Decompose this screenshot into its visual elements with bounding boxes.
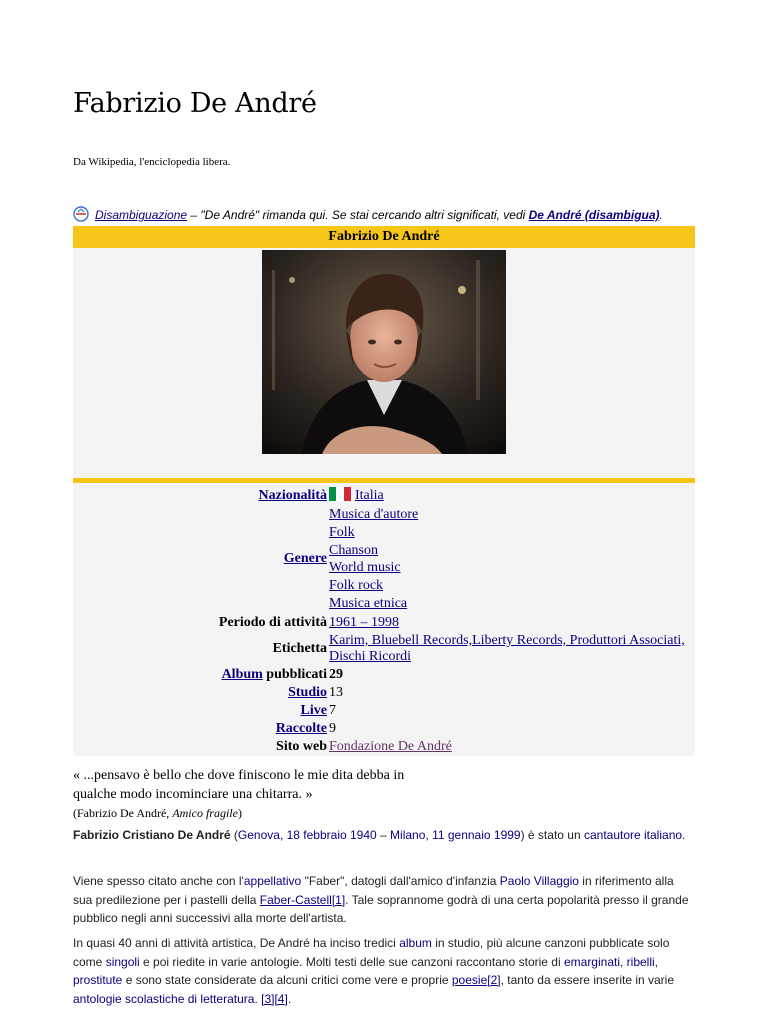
label-nazionalita[interactable]: Nazionalità (258, 487, 327, 503)
full-name: Fabrizio Cristiano De André (73, 828, 231, 842)
p1-text-3: ) è stato un (520, 828, 584, 842)
nickname-paragraph (73, 872, 695, 928)
label-sito: Sito web (276, 738, 327, 754)
value-raccolte: 9 (329, 720, 336, 736)
quote-close: » (301, 787, 313, 802)
infobox-title: Fabrizio De André (73, 226, 695, 248)
row-genere (73, 505, 695, 614)
value-sito-link[interactable]: Fondazione De André (329, 738, 452, 754)
quote (73, 766, 413, 804)
p3-text-6: . (254, 991, 262, 1006)
p3-text-7: . (287, 991, 292, 1006)
p2-text-1: Viene spesso citato anche con l' (73, 874, 244, 888)
genre-link[interactable]: Chanson (329, 542, 378, 558)
p1-text-4: . (682, 828, 686, 842)
label-periodo: Periodo di attività (218, 614, 327, 630)
p2-text-2: "Faber", datogli dall'amico d'infanzia (301, 874, 500, 888)
emarginati-link[interactable]: emarginati (563, 954, 620, 969)
p3-text-4: e sono state considerate da alcuni critici come vere e proprie (122, 973, 452, 987)
genre-link[interactable]: Musica d'autore (329, 507, 419, 522)
infobox (73, 226, 695, 756)
poesie-link[interactable]: poesie (451, 973, 488, 987)
quote-source-work: Amico fragile (172, 806, 238, 820)
row-sito (73, 738, 695, 756)
villaggio-link[interactable]: Paolo Villaggio (499, 874, 579, 888)
value-album: 29 (329, 666, 343, 682)
quote-source (73, 806, 242, 821)
disambiguation-link[interactable]: Disambiguazione (95, 208, 188, 222)
antologie-link[interactable]: antologie scolastiche di letteratura (73, 991, 255, 1006)
genre-link[interactable]: Folk rock (329, 578, 384, 594)
value-studio: 13 (329, 684, 343, 700)
genre-list (329, 506, 695, 613)
quote-source-close: ) (237, 806, 242, 820)
role-link[interactable]: cantautore italiano (583, 828, 683, 842)
row-studio (73, 684, 695, 702)
ref-2-link[interactable]: [2] (487, 973, 501, 987)
p1-text-2: – (376, 828, 391, 842)
label-album-rest: pubblicati (262, 666, 327, 682)
quote-source-author: Fabrizio De André, (77, 806, 173, 820)
p3-text-3: e poi riedite in varie antologie. Molti testi delle sue canzoni raccontano storie di (139, 954, 564, 969)
birth-link[interactable]: Genova, 18 febbraio 1940 (237, 828, 377, 842)
value-nazionalita[interactable]: Italia (355, 488, 384, 503)
album-link[interactable]: album (399, 936, 432, 950)
genre-link[interactable]: Musica etnica (329, 595, 408, 611)
label-etichetta: Etichetta (272, 640, 327, 656)
label-live[interactable]: Live (300, 702, 327, 718)
genre-link[interactable]: World music (329, 560, 401, 576)
quote-source-open: ( (73, 806, 77, 820)
disambiguation-note (73, 206, 663, 222)
faber-castell-link[interactable]: Faber-Castell (259, 892, 332, 907)
ref-1-link[interactable]: [1] (331, 892, 346, 907)
label-raccolte[interactable]: Raccolte (275, 720, 327, 736)
disambiguation-icon (73, 206, 89, 222)
p3-text-1: In quasi 40 anni di attività artistica, De André ha inciso tredici (73, 936, 400, 950)
appellativo-link[interactable]: appellativo (243, 874, 302, 888)
row-periodo (73, 614, 695, 632)
infobox-separator (73, 478, 695, 483)
row-raccolte (73, 720, 695, 738)
page-tagline: Da Wikipedia, l'enciclopedia libera. (73, 156, 231, 168)
row-live (73, 702, 695, 720)
p3-text-2: in studio, più alcune canzoni pubblicate solo come (73, 936, 670, 969)
label-studio[interactable]: Studio (288, 684, 327, 700)
intro-paragraph (73, 826, 695, 845)
value-etichetta[interactable]: Karim, Bluebell Records,Liberty Records, Produttori Associati, Dischi Ricordi (329, 632, 685, 664)
ref-4-link[interactable]: [4] (274, 991, 288, 1006)
ribelli-link[interactable]: ribelli (626, 954, 655, 969)
p1-text-1: ( (230, 828, 238, 842)
quote-text: ...pensavo è bello che dove finiscono le mie dita debba in qualche modo incominciare una chitarra. (73, 768, 405, 802)
page-title: Fabrizio De André (73, 88, 317, 119)
disambiguation-end: . (659, 208, 663, 222)
row-etichetta (73, 632, 695, 666)
row-album (73, 666, 695, 684)
p3-comma-1: , (620, 954, 627, 969)
career-paragraph (73, 934, 695, 1008)
p2-text-3: in riferimento alla sua predilezione per i pastelli della (73, 874, 674, 907)
disambiguation-text: – "De André" rimanda qui. Se stai cercando altri significati, vedi (187, 208, 529, 222)
genre-link[interactable]: Folk (329, 524, 355, 540)
row-nazionalita (73, 486, 695, 505)
value-live: 7 (329, 702, 336, 718)
prostitute-link[interactable]: prostitute (73, 973, 123, 987)
p2-text-4: . Tale soprannome godrà di una certa popolarità presso il grande pubblico negli anni successivi alla morte dell'artista. (73, 892, 689, 925)
label-album-link[interactable]: Album (221, 666, 263, 682)
p3-comma-2: , (654, 954, 659, 969)
italy-flag-icon (329, 487, 351, 501)
artist-photo[interactable] (262, 250, 506, 454)
label-genere[interactable]: Genere (283, 551, 327, 567)
infobox-image-area (73, 248, 695, 478)
quote-open: « (73, 768, 84, 783)
infobox-table (73, 486, 695, 756)
ref-3-link[interactable]: [3] (261, 991, 275, 1006)
singoli-link[interactable]: singoli (105, 954, 140, 969)
death-link[interactable]: Milano, 11 gennaio 1999 (390, 828, 521, 842)
value-periodo[interactable]: 1961 – 1998 (329, 614, 399, 630)
disambiguation-target-link[interactable]: De André (disambigua) (528, 208, 660, 222)
p3-text-5: , tanto da essere inserite in varie (500, 973, 675, 987)
